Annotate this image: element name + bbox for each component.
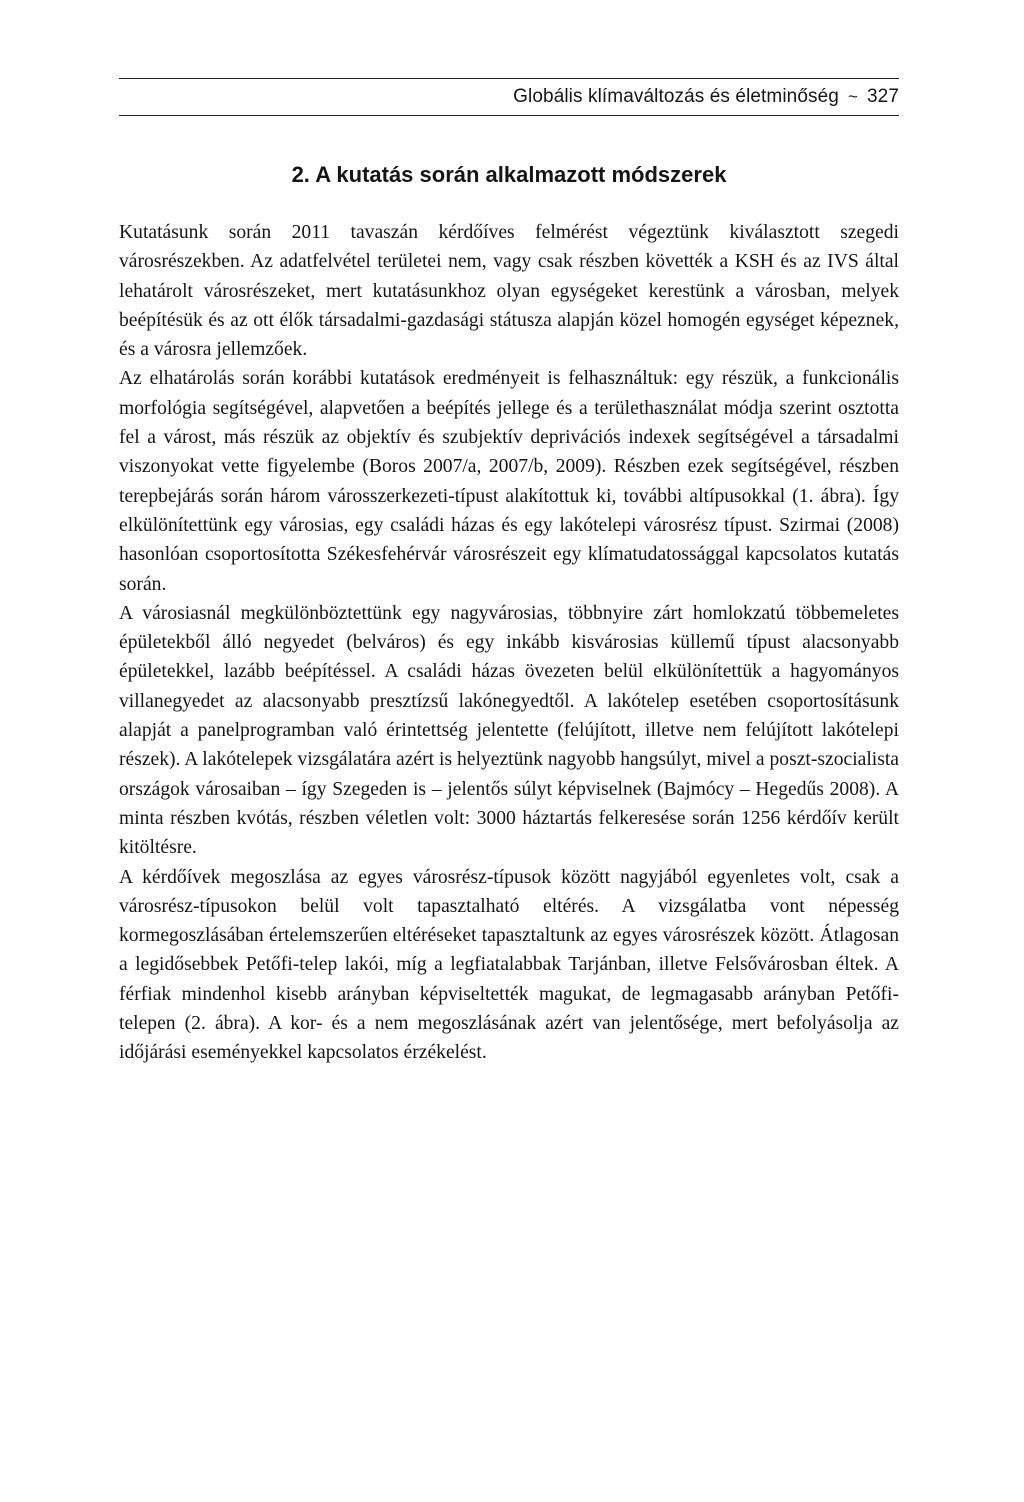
header-separator: ~ (847, 87, 858, 106)
paragraph: A kérdőívek megoszlása az egyes városrész-típusok között nagyjából egyenletes volt, csak a városrész-típusokon belül volt tapasztalható eltérés. A vizsgálatba vont népesség kormegoszlásában értelemszerűen eltéréseket tapasztaltunk az egyes városrészek között. Átlagosan a legidősebbek Petőfi-telep lakói, míg a legfiatalabbak Tarjánban, illetve Felsővárosban éltek. A férfiak mindenhol kisebb arányban képviseltették magukat, de legmagasabb arányban Petőfi-telepen (2. ábra). A kor- és a nem megoszlásának azért van jelentősége, mert befolyásolja az időjárási eseményekkel kapcsolatos érzékelést. (119, 866, 899, 1064)
running-header (119, 78, 899, 116)
body-text (119, 218, 899, 1068)
paragraph: A városiasnál megkülönböztettünk egy nagyvárosias, többnyire zárt homlokzatú többemeletes épületekből álló negyedet (belváros) és egy inkább kisvárosias küllemű típust alacsonyabb épületekkel, lazább beépítéssel. A családi házas övezeten belül elkülönítettük a hagyományos villanegyedet az alacsonyabb presztízsű lakónegyedtől. A lakótelep esetében csoportosításunk alapját a panelprogramban való érintettség jelentette (felújított, illetve nem felújított lakótelepi részek). A lakótelepek vizsgálatára azért is helyeztünk nagyobb hangsúlyt, mivel a poszt-szocialista országok városaiban – így Szegeden is – jelentős súlyt képviselnek (Bajmócy – Hegedűs 2008). A minta részben kvótás, részben véletlen volt: 3000 háztartás felkeresése során 1256 kérdőív került kitöltésre. (119, 602, 899, 859)
page-number: 327 (866, 86, 899, 107)
running-title: Globális klímaváltozás és életminőség (513, 86, 839, 107)
paragraph: Az elhatárolás során korábbi kutatások eredményeit is felhasználtuk: egy részük, a funkcionális morfológia segítségével, alapvetően a beépítés jellege és a területhasználat módja szerint osztotta fel a várost, más részük az objektív és szubjektív deprivációs indexek segítségével a társadalmi viszonyokat vette figyelembe (Boros 2007/a, 2007/b, 2009). Részben ezek segítségével, részben terepbejárás során három városszerkezeti-típust alakítottuk ki, további altípusokkal (1. ábra). Így elkülönítettünk egy városias, egy családi házas és egy lakótelepi városrész típust. Szirmai (2008) hasonlóan csoportosította Székesfehérvár városrészeit egy klímatudatossággal kapcsolatos kutatás során. (119, 368, 899, 595)
book-page (119, 78, 899, 1068)
paragraph: Kutatásunk során 2011 tavaszán kérdőíves felmérést végeztünk kiválasztott szegedi városrészekben. Az adatfelvétel területei nem, vagy csak részben követték a KSH és az IVS által lehatárolt városrészeket, mert kutatásunkhoz olyan egységeket kerestünk a városban, melyek beépítésük és az ott élők társadalmi-gazdasági státusza alapján közel homogén egységet képeznek, és a városra jellemzőek. (119, 222, 899, 361)
section-heading: 2. A kutatás során alkalmazott módszerek (291, 162, 727, 187)
